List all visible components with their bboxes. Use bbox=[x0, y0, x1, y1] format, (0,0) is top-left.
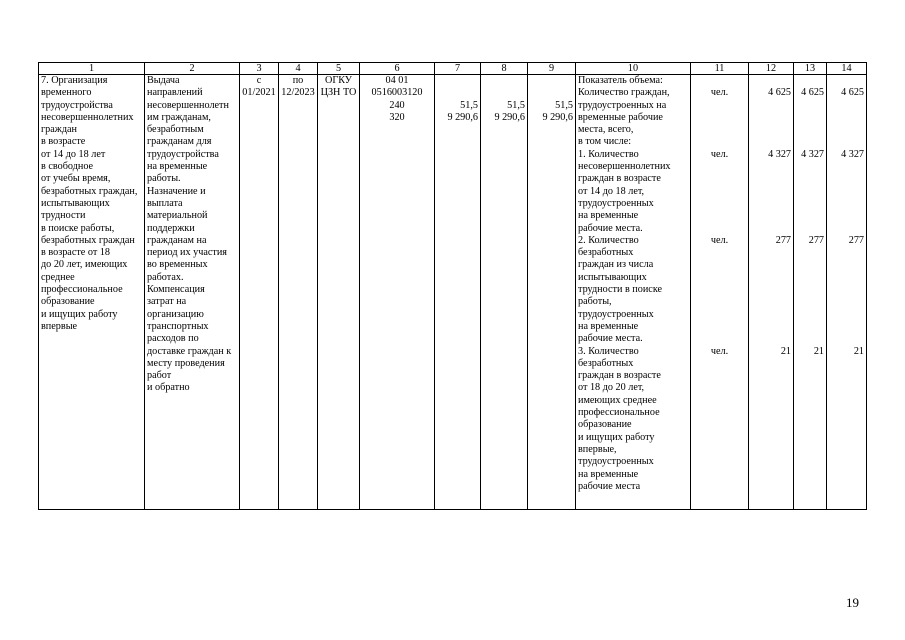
column-header: 11 bbox=[691, 63, 749, 75]
column-header: 7 bbox=[435, 63, 481, 75]
column-header: 9 bbox=[528, 63, 576, 75]
column-header: 12 bbox=[749, 63, 794, 75]
column-header: 13 bbox=[794, 63, 827, 75]
column-header: 5 bbox=[318, 63, 360, 75]
value-cell-13: 4 625 4 327 277 21 bbox=[794, 75, 827, 510]
start-date-cell: с 01/2021 bbox=[240, 75, 279, 510]
document-table bbox=[38, 62, 867, 510]
event-name-cell: 7. Организация временного трудоустройства несовершеннолетних граждан в возрасте от 14 до 18 лет в свободное от учебы время, безработных граждан, испытывающих трудности в поиске работы, безработных граждан в возрасте от 18 до 20 лет, имеющих среднее профессиональное образование и ищущих работу впервые bbox=[39, 75, 145, 510]
unit-cell: чел. чел. чел. чел. bbox=[691, 75, 749, 510]
budget-code-cell: 04 01 0516003120 240 320 bbox=[360, 75, 435, 510]
column-header: 3 bbox=[240, 63, 279, 75]
column-header: 10 bbox=[576, 63, 691, 75]
column-header: 6 bbox=[360, 63, 435, 75]
value-cell-14: 4 625 4 327 277 21 bbox=[827, 75, 867, 510]
column-header: 8 bbox=[481, 63, 528, 75]
value-cell-12: 4 625 4 327 277 21 bbox=[749, 75, 794, 510]
page-number: 19 bbox=[846, 595, 859, 610]
amount-cell-7: 51,5 9 290,6 bbox=[435, 75, 481, 510]
header-row bbox=[39, 63, 867, 75]
amount-cell-8: 51,5 9 290,6 bbox=[481, 75, 528, 510]
indicator-cell: Показатель объема: Количество граждан, трудоустроенных на временные рабочие места, всего, в том числе: 1. Количество несовершеннолетних граждан в возрасте от 14 до 18 лет, трудоустроенных на временные рабочие места. 2. Количество безработных граждан из числа испытывающих трудности в поиске работы, трудоустроенных на временные рабочие места. 3. Количество безработных граждан в возрасте от 18 до 20 лет, имеющих среднее профессиональное образование и ищущих работу впервые, трудоустроенных на временные рабочие места bbox=[576, 75, 691, 510]
amount-cell-9: 51,5 9 290,6 bbox=[528, 75, 576, 510]
column-header: 2 bbox=[145, 63, 240, 75]
end-date-cell: по 12/2023 bbox=[279, 75, 318, 510]
column-header: 4 bbox=[279, 63, 318, 75]
description-cell: Выдача направлений несовершеннолетн им гражданам, безработным гражданам для трудоустройства на временные работы. Назначение и выплата материальной поддержки гражданам на период их участия во временных работах. Компенсация затрат на организацию транспортных расходов по доставке граждан к месту проведения работ и обратно bbox=[145, 75, 240, 510]
column-header: 1 bbox=[39, 63, 145, 75]
table-row bbox=[39, 75, 867, 510]
executor-cell: ОГКУ ЦЗН ТО bbox=[318, 75, 360, 510]
column-header: 14 bbox=[827, 63, 867, 75]
